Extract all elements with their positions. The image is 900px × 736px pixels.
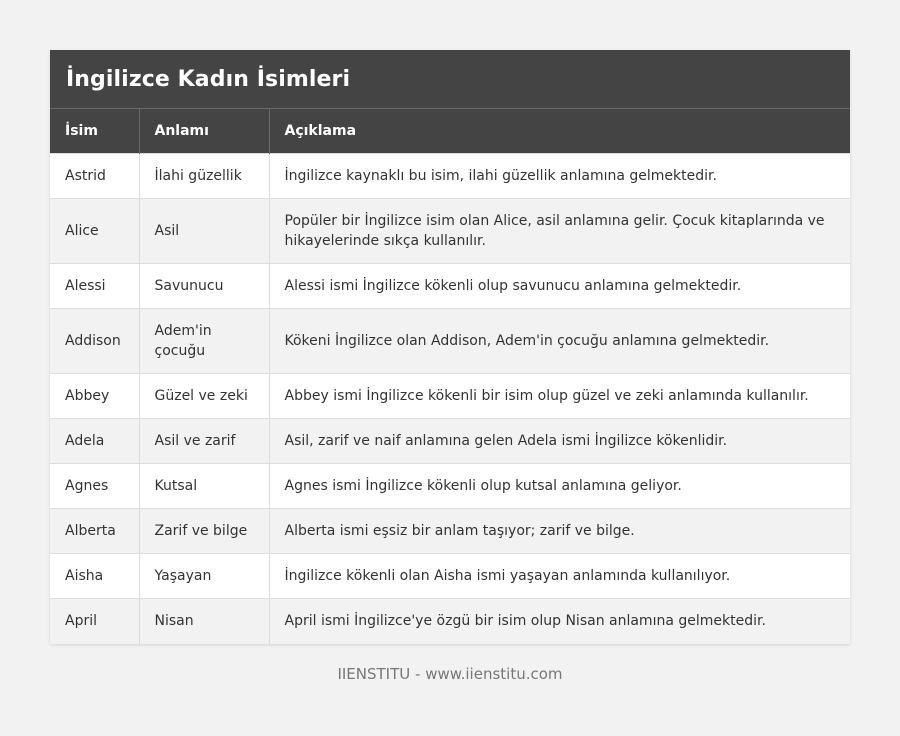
cell-name: Alice (50, 199, 139, 264)
header-meaning: Anlamı (139, 109, 269, 154)
names-table (50, 108, 850, 644)
table-row (50, 309, 850, 374)
table-row (50, 599, 850, 644)
table-header-row (50, 109, 850, 154)
table-row (50, 464, 850, 509)
table-row (50, 509, 850, 554)
cell-meaning: Yaşayan (139, 554, 269, 599)
cell-meaning: Adem'in çocuğu (139, 309, 269, 374)
header-name: İsim (50, 109, 139, 154)
footer-credit: IIENSTITU - www.iienstitu.com (337, 665, 563, 683)
table-title: İngilizce Kadın İsimleri (66, 66, 351, 92)
cell-name: Abbey (50, 374, 139, 419)
cell-description: Abbey ismi İngilizce kökenli bir isim olup güzel ve zeki anlamında kullanılır. (269, 374, 850, 419)
cell-meaning: Zarif ve bilge (139, 509, 269, 554)
table-row (50, 374, 850, 419)
cell-name: Addison (50, 309, 139, 374)
cell-name: Aisha (50, 554, 139, 599)
cell-name: Agnes (50, 464, 139, 509)
cell-description: İngilizce kökenli olan Aisha ismi yaşayan anlamında kullanılıyor. (269, 554, 850, 599)
table-row (50, 199, 850, 264)
names-table-card (50, 50, 850, 644)
cell-name: Astrid (50, 154, 139, 199)
cell-description: April ismi İngilizce'ye özgü bir isim olup Nisan anlamına gelmektedir. (269, 599, 850, 644)
table-title-bar (50, 50, 850, 108)
table-row (50, 264, 850, 309)
cell-description: Kökeni İngilizce olan Addison, Adem'in çocuğu anlamına gelmektedir. (269, 309, 850, 374)
cell-meaning: İlahi güzellik (139, 154, 269, 199)
cell-meaning: Güzel ve zeki (139, 374, 269, 419)
cell-name: April (50, 599, 139, 644)
cell-name: Alberta (50, 509, 139, 554)
cell-meaning: Asil (139, 199, 269, 264)
cell-description: Alberta ismi eşsiz bir anlam taşıyor; zarif ve bilge. (269, 509, 850, 554)
cell-meaning: Kutsal (139, 464, 269, 509)
cell-name: Alessi (50, 264, 139, 309)
cell-description: Agnes ismi İngilizce kökenli olup kutsal anlamına geliyor. (269, 464, 850, 509)
cell-meaning: Asil ve zarif (139, 419, 269, 464)
table-row (50, 419, 850, 464)
cell-meaning: Nisan (139, 599, 269, 644)
cell-name: Adela (50, 419, 139, 464)
cell-meaning: Savunucu (139, 264, 269, 309)
cell-description: Alessi ismi İngilizce kökenli olup savunucu anlamına gelmektedir. (269, 264, 850, 309)
table-row (50, 554, 850, 599)
cell-description: İngilizce kaynaklı bu isim, ilahi güzellik anlamına gelmektedir. (269, 154, 850, 199)
table-row (50, 154, 850, 199)
cell-description: Asil, zarif ve naif anlamına gelen Adela ismi İngilizce kökenlidir. (269, 419, 850, 464)
header-description: Açıklama (269, 109, 850, 154)
cell-description: Popüler bir İngilizce isim olan Alice, asil anlamına gelir. Çocuk kitaplarında ve hikayelerinde sıkça kullanılır. (269, 199, 850, 264)
